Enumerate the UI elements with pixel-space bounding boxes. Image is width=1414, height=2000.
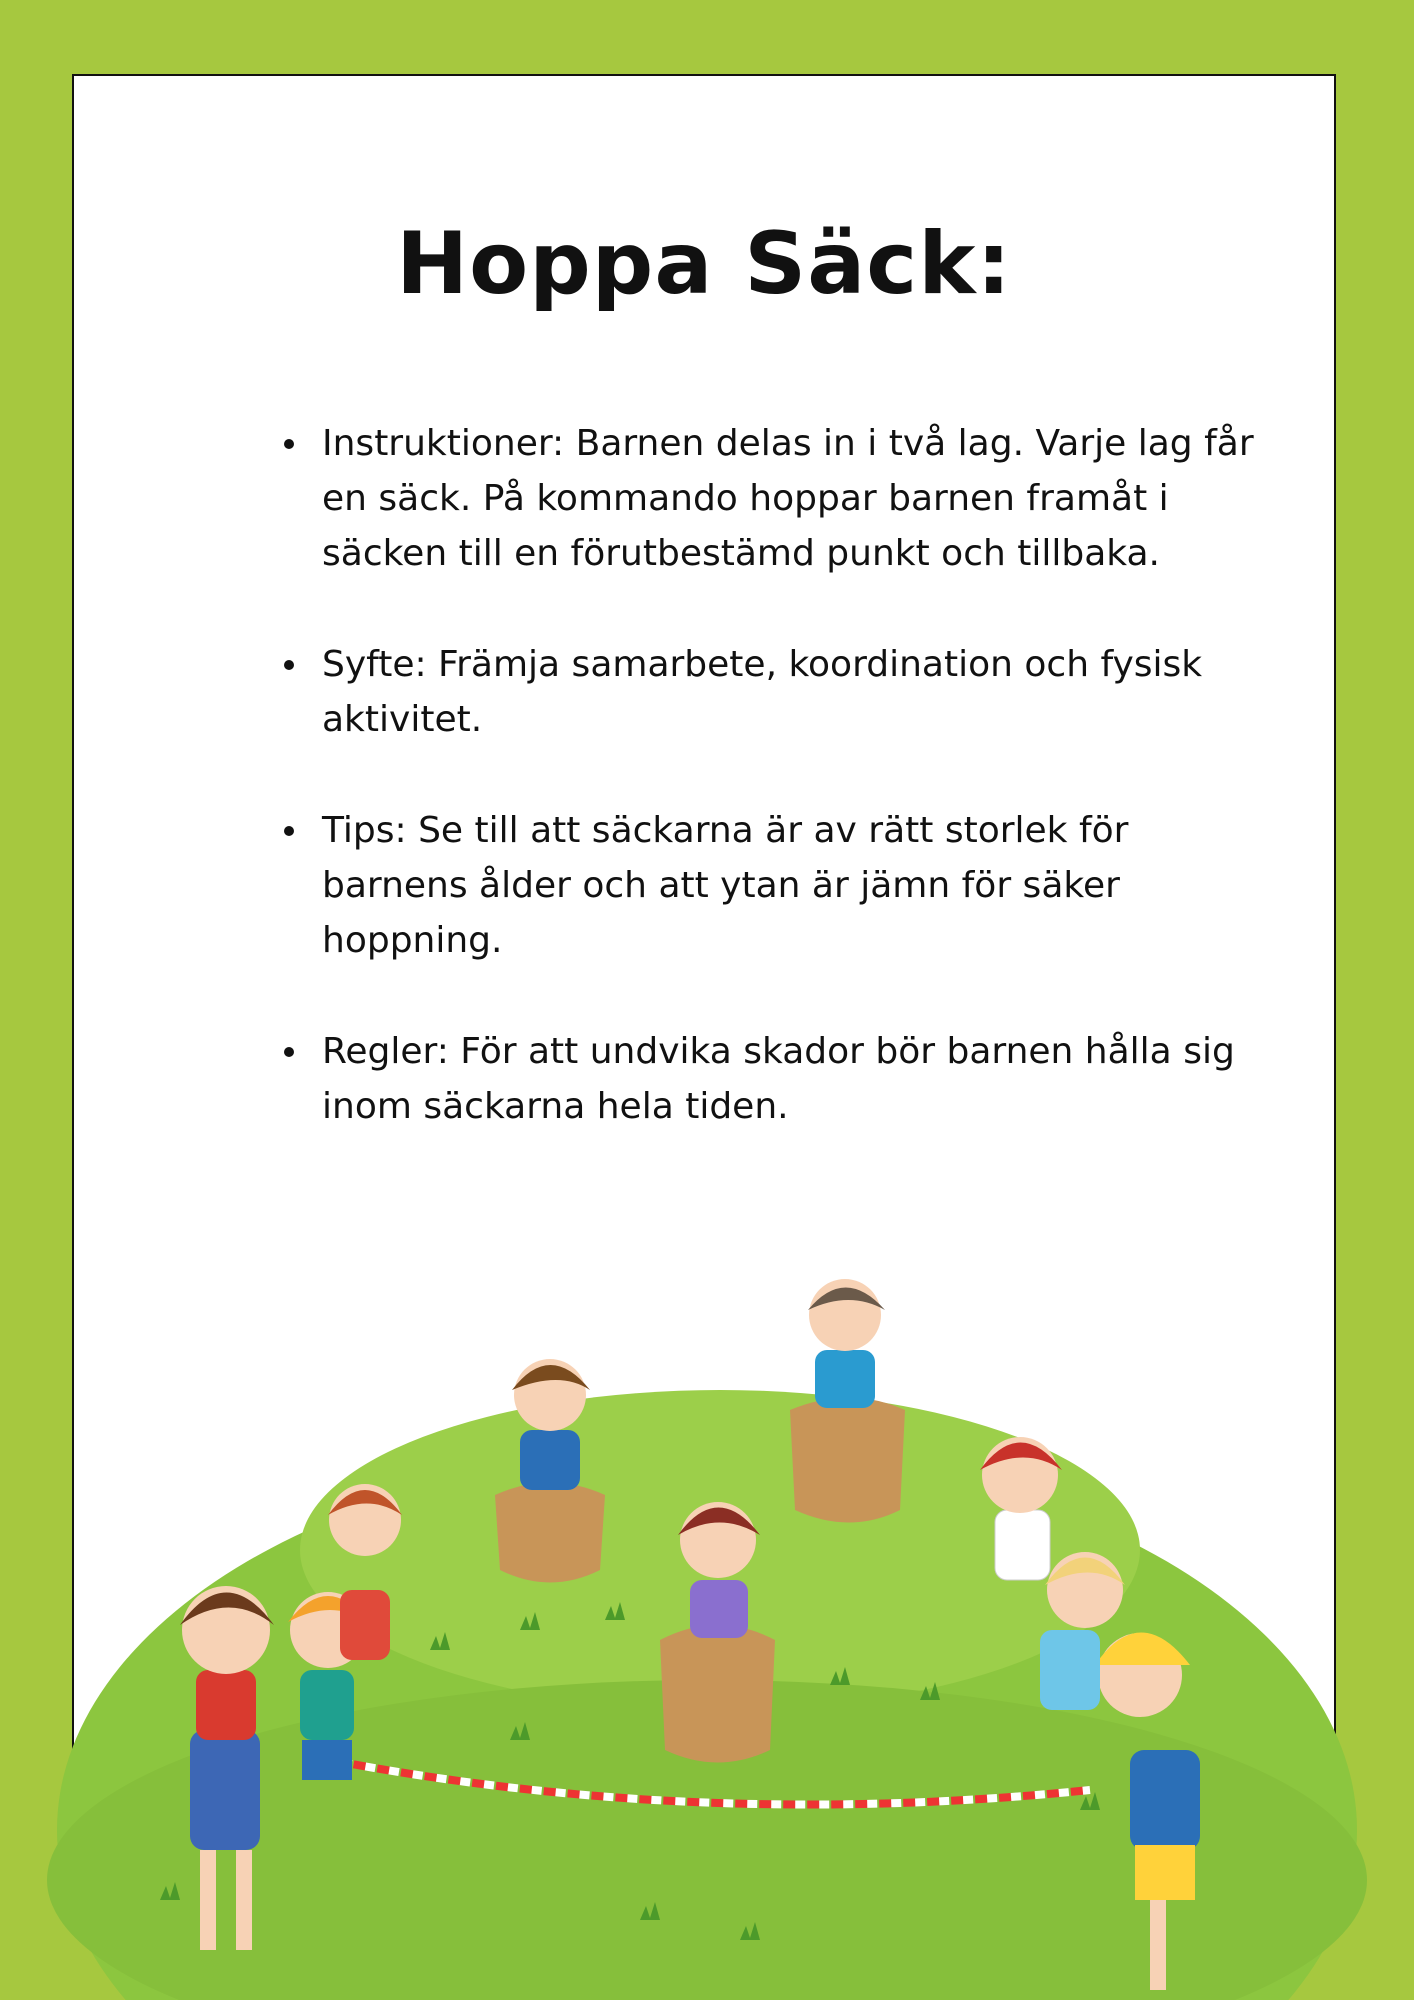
- list-item-purpose: Syfte: Främja samarbete, koordination och fysisk aktivitet.: [284, 637, 1284, 747]
- page-title: Hoppa Säck:: [396, 214, 1012, 314]
- instruction-list: [284, 416, 1284, 1190]
- list-item-tips: Tips: Se till att säckarna är av rätt storlek för barnens ålder och att ytan är jämn för säker hoppning.: [284, 803, 1284, 968]
- list-item-rules: Regler: För att undvika skador bör barnen hålla sig inom säckarna hela tiden.: [284, 1024, 1284, 1134]
- sack-race-illustration: [0, 1270, 1414, 2000]
- list-item-instructions: Instruktioner: Barnen delas in i två lag. Varje lag får en säck. På kommando hoppar barnen framåt i säcken till en förutbestämd punkt och tillbaka.: [284, 416, 1284, 581]
